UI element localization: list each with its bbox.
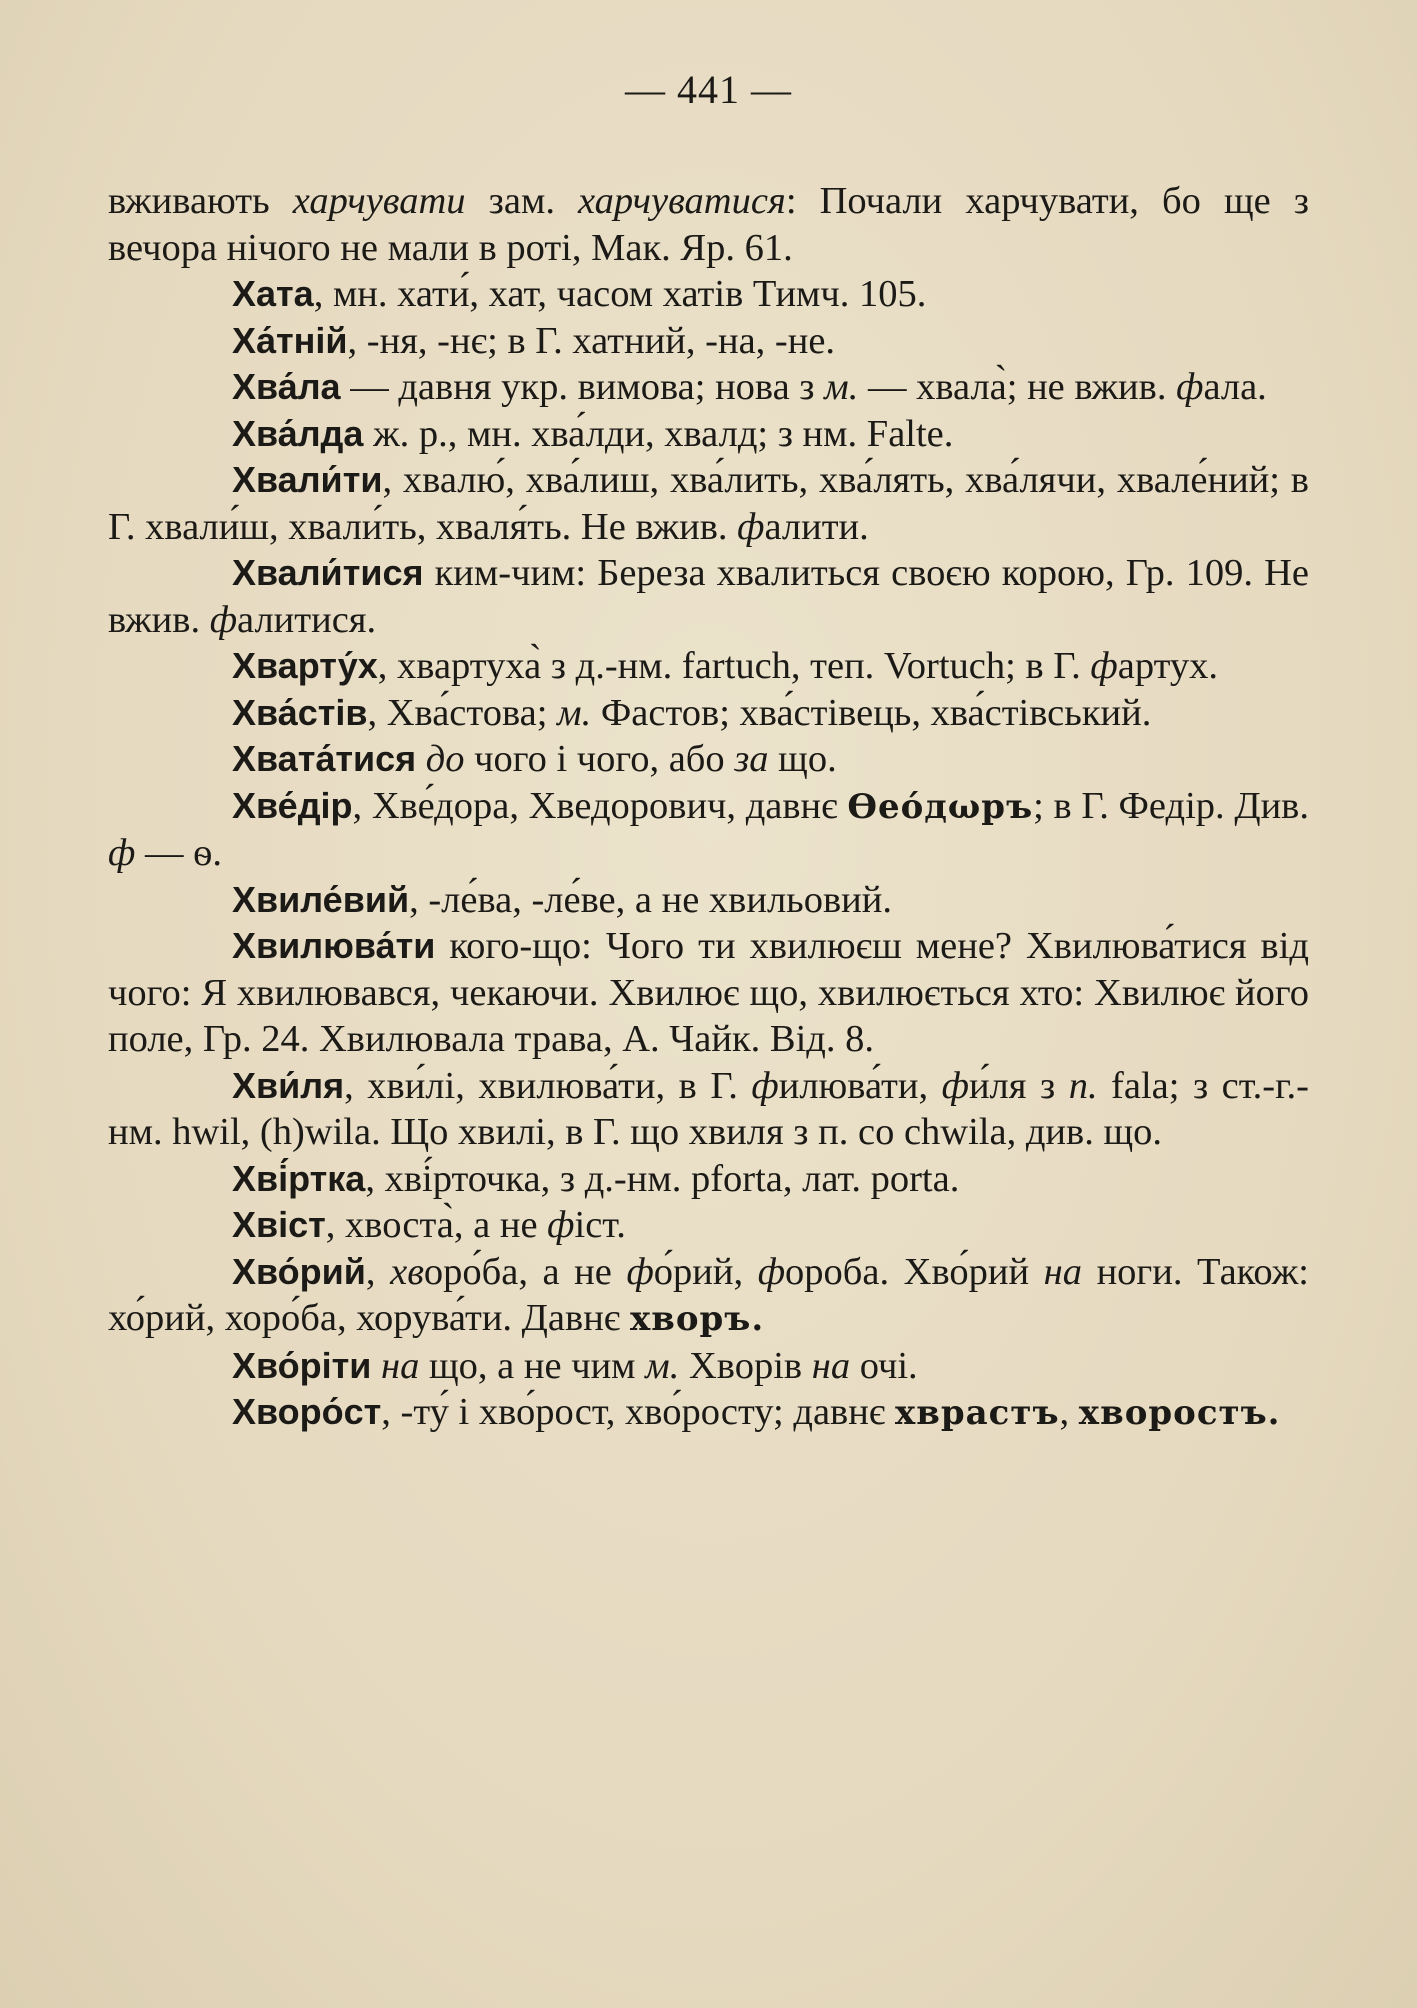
headword: Хварту́х xyxy=(232,645,378,686)
entry-text: — хвала̀; не вжив. xyxy=(858,366,1177,408)
old-script-text: хврастъ xyxy=(894,1393,1060,1433)
dictionary-entry xyxy=(108,364,1309,411)
dictionary-entry xyxy=(108,1249,1309,1343)
italic-text: ф xyxy=(108,832,136,874)
italic-text: ф xyxy=(1176,366,1204,408)
entry-text: , -ле́ва, -ле́ве, а не хвильовий. xyxy=(409,878,892,921)
old-script-text: хворостъ. xyxy=(1078,1393,1281,1433)
italic-text: ф xyxy=(626,1250,654,1293)
entry-text: ; в Г. Федір. Див. xyxy=(1033,784,1309,827)
entry-text: алити. xyxy=(764,505,869,548)
entry-text: , -ту́ і хво́рост, хво́росту; давнє xyxy=(381,1391,895,1433)
entry-text: о́рий, xyxy=(653,1250,758,1293)
entry-text: , хвоста̀, а не xyxy=(325,1204,548,1246)
entry-text: оро́ба, а не xyxy=(423,1250,627,1293)
italic-text: на xyxy=(1043,1250,1083,1293)
entry-text: , Хва́стова; xyxy=(367,691,558,734)
headword: Хве́дір xyxy=(232,784,353,826)
headword: Ха́тній xyxy=(232,319,348,361)
headword: Хвіст xyxy=(232,1204,326,1245)
dictionary-entry xyxy=(108,643,1309,690)
entry-text: , Хве́дора, Хведорович, давнє xyxy=(352,784,848,827)
entry-text: ким-чим: Береза хвалиться своєю корою, Гр. 109. Не вжив. xyxy=(108,552,1309,641)
entry-text: Фастов; хва́стівець, хва́стівський. xyxy=(591,691,1152,734)
old-script-text: Ѳеóдωръ xyxy=(847,786,1034,827)
dictionary-entry xyxy=(108,550,1309,643)
entry-text: алитися. xyxy=(237,598,377,641)
headword: Хата xyxy=(232,273,314,314)
entry-text: , xyxy=(1059,1391,1079,1433)
entry-text: кого-що: Чого ти хвилюєш мене? Хвилюва́тися від чого: Я хвилювався, чекаючи. Хвилює що, хвилюється хто: Хвилює його поле, Гр. 24. Хвилювала трава, А. Чайк. Від. 8. xyxy=(108,925,1309,1060)
italic-text: до xyxy=(425,738,465,780)
dictionary-entry xyxy=(108,923,1309,1063)
italic-text: на xyxy=(811,1344,851,1387)
page-number: — 441 — xyxy=(625,67,792,112)
dictionary-entry xyxy=(108,411,1309,458)
italic-text: харчуватися xyxy=(578,180,786,222)
entry-text: , хвалю́, хва́лиш, хва́лить, хва́лять, хва́лячи, хвале́ний; в Г. хвали́ш, хвали́ть, хваля́ть. Не вжив. xyxy=(108,459,1309,548)
dictionary-entry xyxy=(108,783,1309,877)
entry-text: , мн. хати́, хат, часом хатів Тимч. 105. xyxy=(313,273,927,315)
italic-text: ф xyxy=(1090,645,1118,687)
headword: Хвали́ти xyxy=(232,459,383,500)
italic-text: п. xyxy=(1068,1064,1098,1107)
entry-text: fala; з ст.-г.-нм. hwil, (h)wila. Що хвилі, в Г. що хвиля з п. со chwila, див. що. xyxy=(108,1064,1310,1153)
headword: Хва́стів xyxy=(232,691,368,733)
dictionary-entry xyxy=(108,1063,1309,1156)
italic-text: м. xyxy=(645,1344,680,1387)
entry-text: Хворів xyxy=(679,1344,812,1387)
headword: Хво́ріти xyxy=(232,1344,372,1386)
entry-text: , хві́рточка, з д.-нм. pforta, лат. porta. xyxy=(365,1157,960,1200)
headword: Хво́рий xyxy=(232,1250,366,1292)
headword: Хвилюва́ти xyxy=(232,925,436,966)
dictionary-entry xyxy=(108,1343,1309,1390)
dictionary-entry xyxy=(108,690,1309,737)
headword: Хва́ла xyxy=(232,366,341,407)
entry-text xyxy=(416,738,426,780)
entry-text: зам. xyxy=(465,180,579,222)
dictionary-entry xyxy=(108,1202,1309,1249)
entry-text: — давня укр. вимова; нова з xyxy=(340,366,825,408)
entry-text: , -ня, -нє; в Г. хатний, -на, -не. xyxy=(347,319,836,362)
entry-text: ала. xyxy=(1203,366,1267,408)
italic-text: ф xyxy=(737,505,765,548)
dictionary-entry xyxy=(108,877,1309,924)
italic-text: хв xyxy=(390,1250,424,1293)
entry-text: вживають xyxy=(108,180,293,222)
dictionary-entry xyxy=(108,736,1309,783)
headword: Хвали́тися xyxy=(232,552,424,593)
entry-text: , хви́лі, хвилюва́ти, в Г. xyxy=(344,1064,752,1107)
dictionary-entry xyxy=(108,1156,1309,1203)
entry-text: іст. xyxy=(574,1204,626,1246)
entry-text: очі. xyxy=(850,1344,918,1387)
entry-text: що, а не чим xyxy=(419,1344,646,1387)
old-script-text: хворъ. xyxy=(629,1299,765,1339)
italic-text: за xyxy=(734,738,769,780)
entries-list xyxy=(108,178,1309,1437)
dictionary-entry xyxy=(108,1389,1309,1437)
entry-text: илюва́ти, xyxy=(778,1064,942,1107)
italic-text: ф xyxy=(209,598,238,641)
dictionary-entry xyxy=(108,178,1309,271)
dictionary-entry xyxy=(108,271,1309,318)
entry-text: чого і чого, або xyxy=(464,738,735,780)
entry-text: артух. xyxy=(1117,645,1219,687)
italic-text: ф xyxy=(757,1250,786,1293)
headword: Хві́ртка xyxy=(232,1157,366,1199)
headword: Хвата́тися xyxy=(232,738,417,779)
italic-text: м. xyxy=(824,366,859,408)
entry-text: , xyxy=(365,1250,391,1293)
dictionary-entry xyxy=(108,457,1309,550)
italic-text: ф xyxy=(941,1064,969,1107)
headword: Хви́ля xyxy=(232,1064,345,1106)
italic-text: ф xyxy=(751,1064,779,1107)
italic-text: на xyxy=(381,1344,420,1387)
entry-text xyxy=(371,1345,381,1387)
headword: Хворо́ст xyxy=(232,1391,382,1432)
entry-text: ж. р., мн. хва́лди, хвалд; з нм. Falte. xyxy=(363,412,954,455)
entry-text: , хвартуха̀ з д.-нм. fartuch, теп. Vortuch; в Г. xyxy=(377,645,1091,687)
headword: Хвиле́вий xyxy=(232,878,410,920)
headword: Хва́лда xyxy=(232,412,364,454)
entry-text: и́ля з xyxy=(968,1064,1069,1107)
entry-text: що. xyxy=(768,738,837,780)
entry-text: ороба. Хво́рий xyxy=(785,1250,1044,1293)
entry-text: : Почали харчувати, бо ще з вечора нічого не мали в роті, Мак. Яр. 61. xyxy=(108,180,1309,269)
italic-text: харчувати xyxy=(292,180,466,222)
entry-text: — ѳ. xyxy=(135,832,222,874)
dictionary-entry xyxy=(108,318,1309,365)
italic-text: ф xyxy=(547,1204,575,1246)
italic-text: м. xyxy=(557,691,592,734)
entry-text: ноги. Також: хо́рий, хоро́ба, хорува́ти. Давнє xyxy=(108,1250,1309,1339)
